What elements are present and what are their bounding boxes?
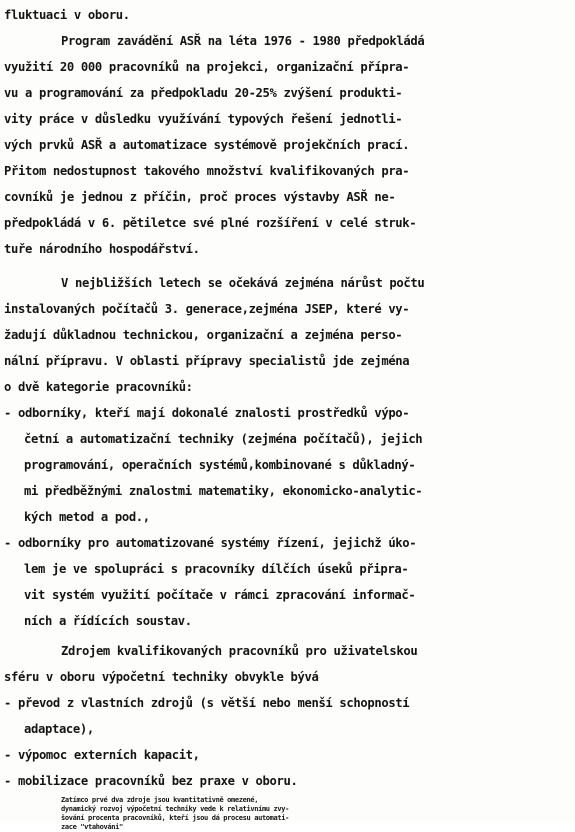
text-line: programování, operačních systémů,kombinované s důkladný-	[24, 458, 416, 472]
list-item: - výpomoc externích kapacit,	[4, 748, 200, 762]
text-line: předpokládá v 6. pětiletce své plné rozšíření v celé struk-	[4, 216, 417, 230]
text-line: tuře národního hospodářství.	[4, 242, 200, 256]
text-line: Program zavádění ASŘ na léta 1976 - 1980 předpokládá	[61, 34, 425, 48]
text-line: fluktuaci v oboru.	[4, 8, 130, 22]
text-line: vit systém využití počítače v rámci zpracování informač-	[24, 588, 416, 602]
text-line: ních a řídících soustav.	[24, 614, 192, 628]
text-line: mi předběžnými znalostmi matematiky, ekonomicko-analytic-	[24, 484, 423, 498]
text-line: Zdrojem kvalifikovaných pracovníků pro uživatelskou	[61, 644, 418, 658]
text-line: instalovaných počítačů 3. generace,zejména JSEP, které vy-	[4, 302, 410, 316]
text-line: V nejbližších letech se očekává zejména nárůst počtu	[61, 276, 425, 290]
text-line: vých prvků ASŘ a automatizace systémově projekčních prací.	[4, 138, 410, 152]
text-line: nální přípravu. V oblasti přípravy specialistů jde zejména	[4, 354, 410, 368]
text-line: o dvě kategorie pracovníků:	[4, 380, 193, 394]
list-item: - převod z vlastních zdrojů (s větší nebo menší schopností	[4, 696, 410, 710]
text-line: sféru v oboru výpočetní techniky obvykle bývá	[4, 670, 319, 684]
text-line: vity práce v důsledku využívání typových řešení jednotli-	[4, 112, 403, 126]
text-line: Zatímco prvé dva zdroje jsou kvantitativně omezené, dynamický rozvoj výpočetní techniky vede k relativnímu zvy- šování procenta pracovníků, kteří jsou dá procesu automati- zace "vtahováni"	[61, 796, 289, 831]
text-line: četní a automatizační techniky (zejména počítačů), jejich	[24, 432, 423, 446]
list-item: - odborníky pro automatizované systémy řízení, jejichž úko-	[4, 536, 417, 550]
text-line: Přitom nedostupnost takového množství kvalifikovaných pra-	[4, 164, 410, 178]
text-line: covníků je jednou z příčin, proč proces výstavby ASŘ ne-	[4, 190, 396, 204]
text-line: lem je ve spolupráci s pracovníky dílčích úseků připra-	[24, 562, 409, 576]
text-line: využití 20 000 pracovníků na projekci, organizační přípra-	[4, 60, 410, 74]
list-item: - mobilizace pracovníků bez praxe v oboru.	[4, 774, 298, 788]
list-item: - odborníky, kteří mají dokonalé znalosti prostředků výpo-	[4, 406, 410, 420]
text-line: žadují důkladnou technickou, organizační a zejména perso-	[4, 328, 403, 342]
text-line: vu a programování za předpokladu 20-25% zvýšení produkti-	[4, 86, 403, 100]
text-line: adaptace),	[24, 722, 94, 736]
text-line: kých metod a pod.,	[24, 510, 150, 524]
